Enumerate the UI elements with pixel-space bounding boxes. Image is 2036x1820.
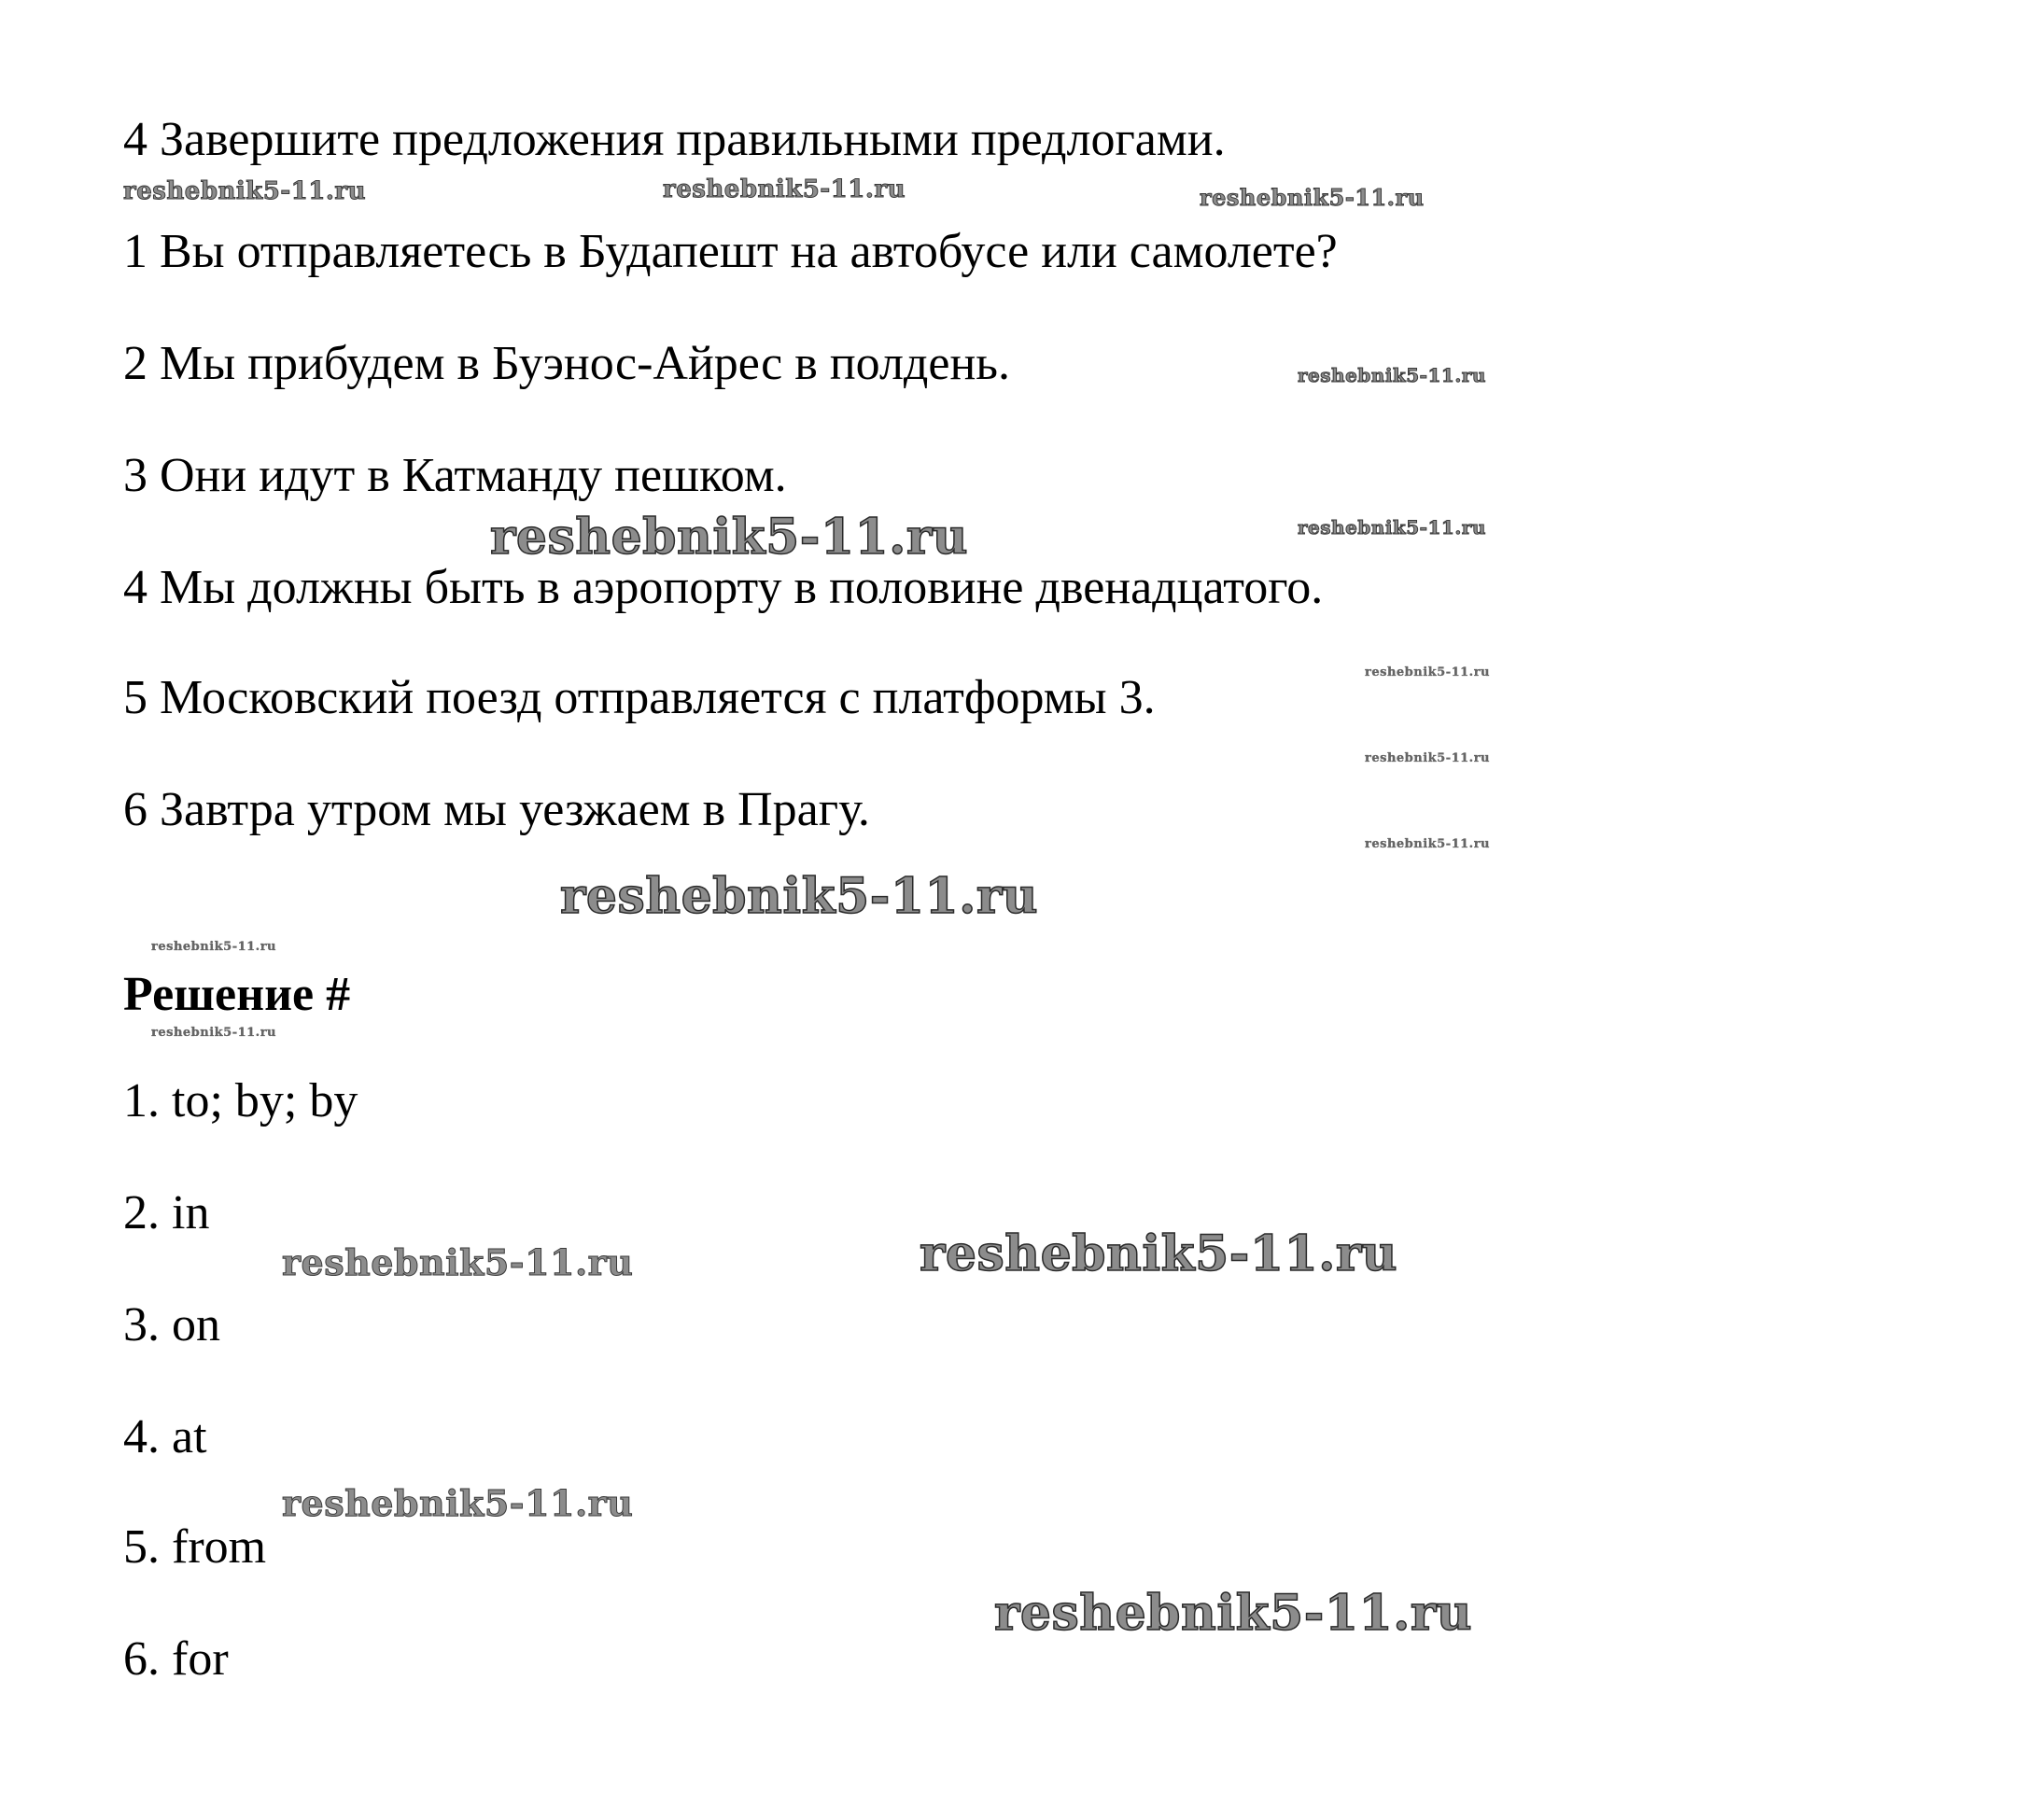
watermark: reshebnik5-11.ru: [560, 868, 1039, 925]
answer-5: 5. from: [123, 1520, 267, 1574]
watermark: reshebnik5-11.ru: [1298, 516, 1486, 539]
answer-4: 4. at: [123, 1410, 207, 1463]
watermark: reshebnik5-11.ru: [663, 175, 906, 203]
watermark: reshebnik5-11.ru: [1365, 665, 1491, 679]
watermark: reshebnik5-11.ru: [1200, 184, 1425, 211]
watermark: reshebnik5-11.ru: [994, 1585, 1473, 1642]
watermark: reshebnik5-11.ru: [123, 177, 367, 205]
task-sentence-4: 4 Мы должны быть в аэропорту в половине двенадцатого.: [123, 561, 1324, 614]
task-sentence-5: 5 Московский поезд отправляется с платформы 3.: [123, 671, 1156, 724]
answer-2: 2. in: [123, 1186, 210, 1239]
task-sentence-6: 6 Завтра утром мы уезжаем в Прагу.: [123, 783, 870, 836]
answer-6: 6. for: [123, 1632, 229, 1686]
solution-heading: Решение #: [123, 968, 351, 1021]
watermark: reshebnik5-11.ru: [1365, 837, 1491, 851]
task-sentence-2: 2 Мы прибудем в Буэнос-Айрес в полдень.: [123, 337, 1010, 390]
watermark: reshebnik5-11.ru: [282, 1241, 634, 1283]
task-sentence-3: 3 Они идут в Катманду пешком.: [123, 449, 787, 502]
answer-1: 1. to; by; by: [123, 1074, 358, 1127]
watermark: reshebnik5-11.ru: [920, 1225, 1398, 1282]
task-sentence-1: 1 Вы отправляетесь в Будапешт на автобусе или самолете?: [123, 225, 1338, 278]
watermark: reshebnik5-11.ru: [1365, 751, 1491, 765]
watermark: reshebnik5-11.ru: [490, 509, 969, 566]
watermark: reshebnik5-11.ru: [151, 1026, 277, 1040]
watermark: reshebnik5-11.ru: [151, 940, 277, 954]
watermark: reshebnik5-11.ru: [1298, 364, 1486, 386]
watermark: reshebnik5-11.ru: [282, 1482, 634, 1524]
answer-3: 3. on: [123, 1298, 220, 1351]
task-title: 4 Завершите предложения правильными предлогами.: [123, 113, 1226, 166]
